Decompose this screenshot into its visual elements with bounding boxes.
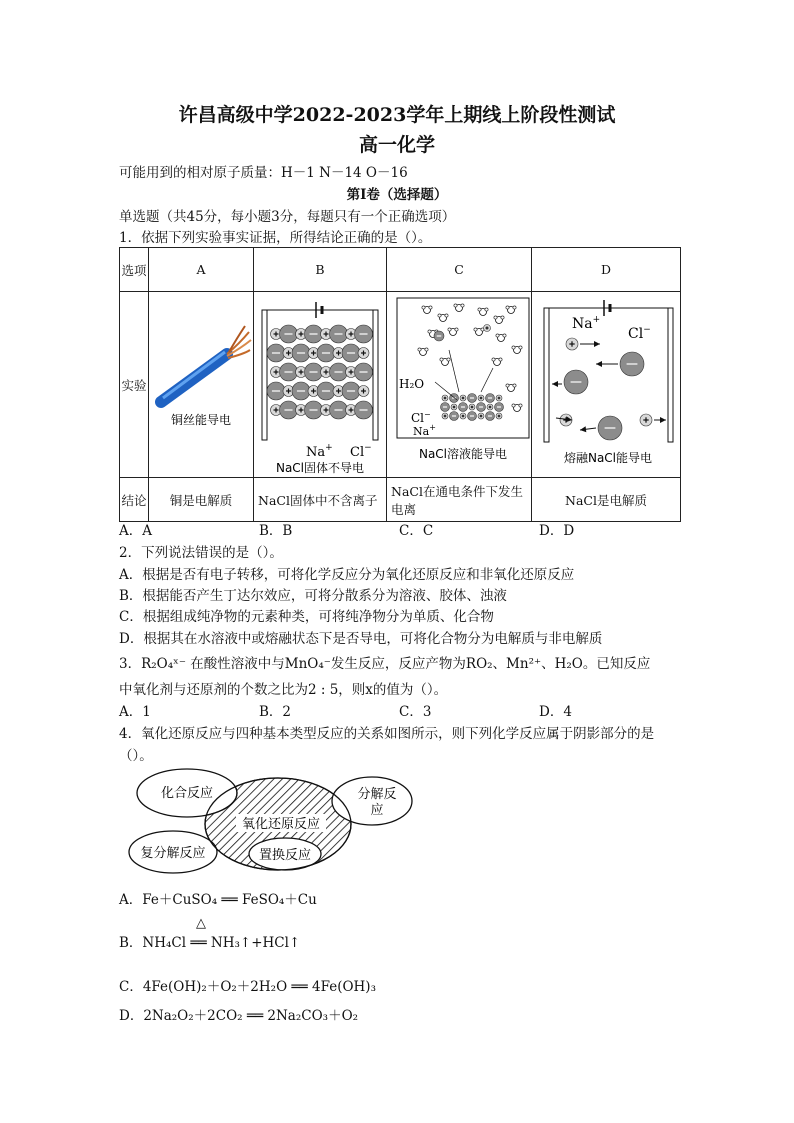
- nacl-solution-diagram: [387, 292, 531, 474]
- caption-a: 铜丝能导电: [170, 413, 232, 427]
- row-head-conclusion: 结论: [120, 478, 149, 522]
- cl-label-c: Cl−: [411, 410, 431, 425]
- col-head-b: B: [254, 248, 387, 292]
- caption-c: NaCl溶液能导电: [418, 447, 508, 461]
- q4-option-a[interactable]: A．Fe＋CuSO₄ ══ FeSO₄＋Cu: [119, 892, 317, 908]
- cell-d-image: [532, 292, 681, 478]
- q1-option-a[interactable]: A．A: [119, 523, 152, 539]
- na-label-b: Na+: [306, 443, 333, 460]
- col-head-d: D: [532, 248, 681, 292]
- q1-option-c[interactable]: C．C: [399, 523, 434, 539]
- q3-option-b[interactable]: B．2: [259, 704, 292, 720]
- reaction-venn-diagram: [125, 766, 415, 878]
- caption-b: NaCl固体不导电: [275, 461, 365, 474]
- atomic-mass-line: 可能用到的相对原子质量：H－1 N－14 O－16: [119, 165, 408, 181]
- cell-a-image: [149, 292, 254, 478]
- q3-stem-line2: 中氧化剂与还原剂的个数之比为2 : 5，则x的值为（）。: [119, 682, 448, 698]
- q2-stem: 2．下列说法错误的是（）。: [119, 545, 283, 561]
- solid-nacl-diagram: [254, 292, 386, 474]
- na-label-c: Na+: [413, 423, 436, 438]
- copper-wire-illustration: [149, 292, 253, 474]
- label-redox: 氧化还原反应: [241, 817, 321, 832]
- row-head-experiment: 实验: [120, 292, 149, 478]
- q2-option-c[interactable]: C．根据组成纯净物的元素种类，可将纯净物分为单质、化合物: [119, 609, 494, 625]
- heat-symbol: △: [196, 916, 206, 931]
- conclusion-b: NaCl固体中不含离子: [254, 478, 387, 522]
- cl-label-b: Cl−: [350, 443, 372, 460]
- exam-title: 许昌高级中学2022-2023学年上期线上阶段性测试: [178, 104, 616, 126]
- q3-option-c[interactable]: C．3: [399, 704, 432, 720]
- col-head-a: A: [149, 248, 254, 292]
- cell-b-image: [254, 292, 387, 478]
- na-label-d: Na+: [572, 315, 601, 332]
- q4-option-b[interactable]: B．NH₄Cl ══ NH₃↑+HCl↑: [119, 935, 301, 951]
- molten-nacl-diagram: [532, 292, 680, 474]
- label-decomposition-1: 分解反: [357, 787, 397, 802]
- q4-stem-line1: 4．氧化还原反应与四种基本类型反应的关系如图所示，则下列化学反应属于阴影部分的是: [119, 726, 655, 742]
- cell-c-image: [387, 292, 532, 478]
- label-displacement: 置换反应: [258, 848, 312, 863]
- q4-option-d[interactable]: D．2Na₂O₂＋2CO₂ ══ 2Na₂CO₃＋O₂: [119, 1008, 359, 1024]
- q2-option-d[interactable]: D．根据其在水溶液中或熔融状态下是否导电，可将化合物分为电解质与非电解质: [119, 631, 603, 647]
- q3-stem-line1: 3．R₂O₄ˣ⁻ 在酸性溶液中与MnO₄⁻发生反应，反应产物为RO₂、Mn²⁺、H₂O。已知反应: [119, 656, 651, 672]
- label-decomposition-2: 应: [370, 803, 384, 818]
- q1-stem: 1．依据下列实验事实证据，所得结论正确的是（）。: [119, 230, 432, 246]
- nacl-lattice: [267, 325, 373, 419]
- label-double-displacement: 复分解反应: [140, 846, 206, 861]
- exam-subtitle: 高一化学: [358, 134, 435, 156]
- caption-d: 熔融NaCl能导电: [563, 451, 653, 465]
- instructions: 单选题（共45分，每小题3分，每题只有一个正确选项）: [119, 209, 456, 225]
- col-head-c: C: [387, 248, 532, 292]
- conclusion-a: 铜是电解质: [149, 478, 254, 522]
- q1-table: [119, 247, 681, 522]
- cl-label-d: Cl−: [628, 325, 651, 342]
- q2-option-a[interactable]: A．根据是否有电子转移，可将化学反应分为氧化还原反应和非氧化还原反应: [119, 567, 575, 583]
- q4-option-c[interactable]: C．4Fe(OH)₂＋O₂＋2H₂O ══ 4Fe(OH)₃: [119, 979, 376, 995]
- q3-option-a[interactable]: A．1: [119, 704, 151, 720]
- conclusion-c: NaCl在通电条件下发生电离: [387, 478, 532, 522]
- conclusion-d: NaCl是电解质: [532, 478, 681, 522]
- moving-ions: [552, 338, 666, 440]
- q3-option-d[interactable]: D．4: [539, 704, 572, 720]
- q1-option-b[interactable]: B．B: [259, 523, 293, 539]
- row-head-option: 选项: [120, 248, 149, 292]
- h2o-label: H₂O: [399, 377, 425, 391]
- section-heading: 第Ⅰ卷（选择题）: [346, 187, 448, 203]
- q4-stem-line2: （）。: [119, 748, 153, 764]
- q1-option-d[interactable]: D．D: [539, 523, 575, 539]
- label-combination: 化合反应: [160, 786, 214, 801]
- q2-option-b[interactable]: B．根据能否产生丁达尔效应，可将分散系分为溶液、胶体、浊液: [119, 588, 507, 604]
